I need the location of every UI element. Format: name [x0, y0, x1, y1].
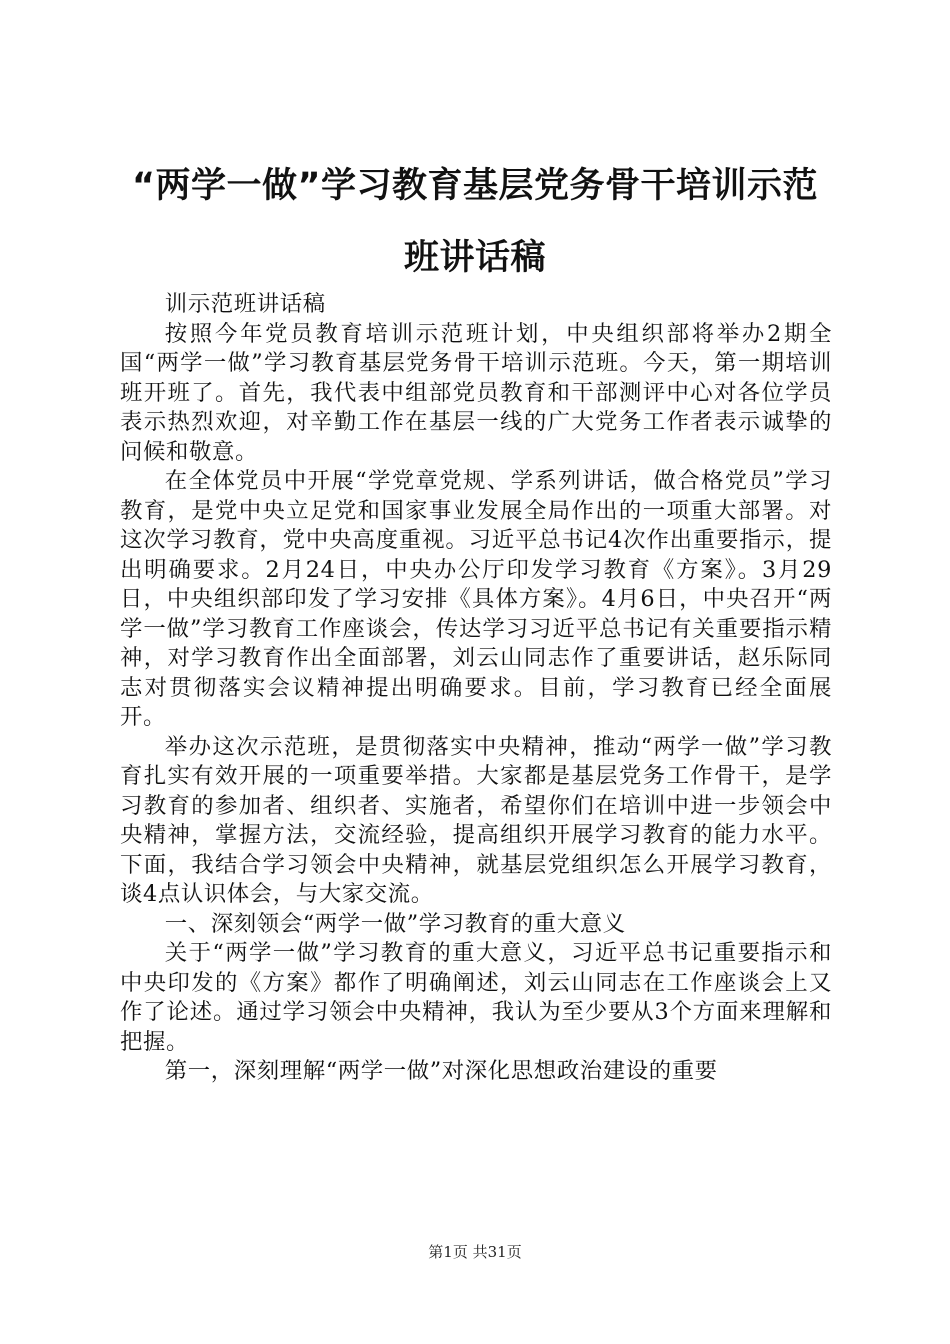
document-body [120, 290, 832, 1087]
paragraph: 第一，深刻理解“两学一做”对深化思想政治建设的重要 [164, 1058, 718, 1084]
subtitle-line: 训示范班讲话稿 [164, 291, 326, 317]
paragraph: 关于“两学一做”学习教育的重大意义，习近平总书记重要指示和中央印发的《方案》都作了明确阐述，刘云山同志在工作座谈会上又作了论述。通过学习领会中央精神，我认为至少要从3个方面来理解和把握。 [120, 940, 832, 1055]
document-title [110, 150, 840, 294]
title-line-1: “两学一做”学习教育基层党务骨干培训示范 [131, 166, 818, 206]
paragraph: 举办这次示范班，是贯彻落实中央精神，推动“两学一做”学习教育扎实有效开展的一项重要举措。大家都是基层党务工作骨干，是学习教育的参加者、组织者、实施者，希望你们在培训中进一步领会中央精神，掌握方法，交流经验，提高组织开展学习教育的能力水平。下面，我结合学习领会中央精神，就基层党组织怎么开展学习教育，谈4点认识体会，与大家交流。 [120, 733, 832, 907]
page-number-footer: 第1页 共31页 [428, 1243, 522, 1261]
section-heading: 一、深刻领会“两学一做”学习教育的重大意义 [164, 910, 626, 937]
paragraph: 按照今年党员教育培训示范班计划，中央组织部将举办2期全国“两学一做”学习教育基层党务骨干培训示范班。今天，第一期培训班开班了。首先，我代表中组部党员教育和干部测评中心对各位学员表示热烈欢迎，对辛勤工作在基层一线的广大党务工作者表示诚挚的问候和敬意。 [120, 320, 832, 465]
paragraph: 在全体党员中开展“学党章党规、学系列讲话，做合格党员”学习教育，是党中央立足党和国家事业发展全局作出的一项重大部署。对这次学习教育，党中央高度重视。习近平总书记4次作出重要指示，提出明确要求。2月24日，中央办公厅印发学习教育《方案》。3月29日，中央组织部印发了学习安排《具体方案》。4月6日，中央召开“两学一做”学习教育工作座谈会，传达学习习近平总书记有关重要指示精神，对学习教育作出全面部署，刘云山同志作了重要讲话，赵乐际同志对贯彻落实会议精神提出明确要求。目前，学习教育已经全面展开。 [120, 468, 832, 730]
title-line-2: 班讲话稿 [403, 238, 546, 278]
